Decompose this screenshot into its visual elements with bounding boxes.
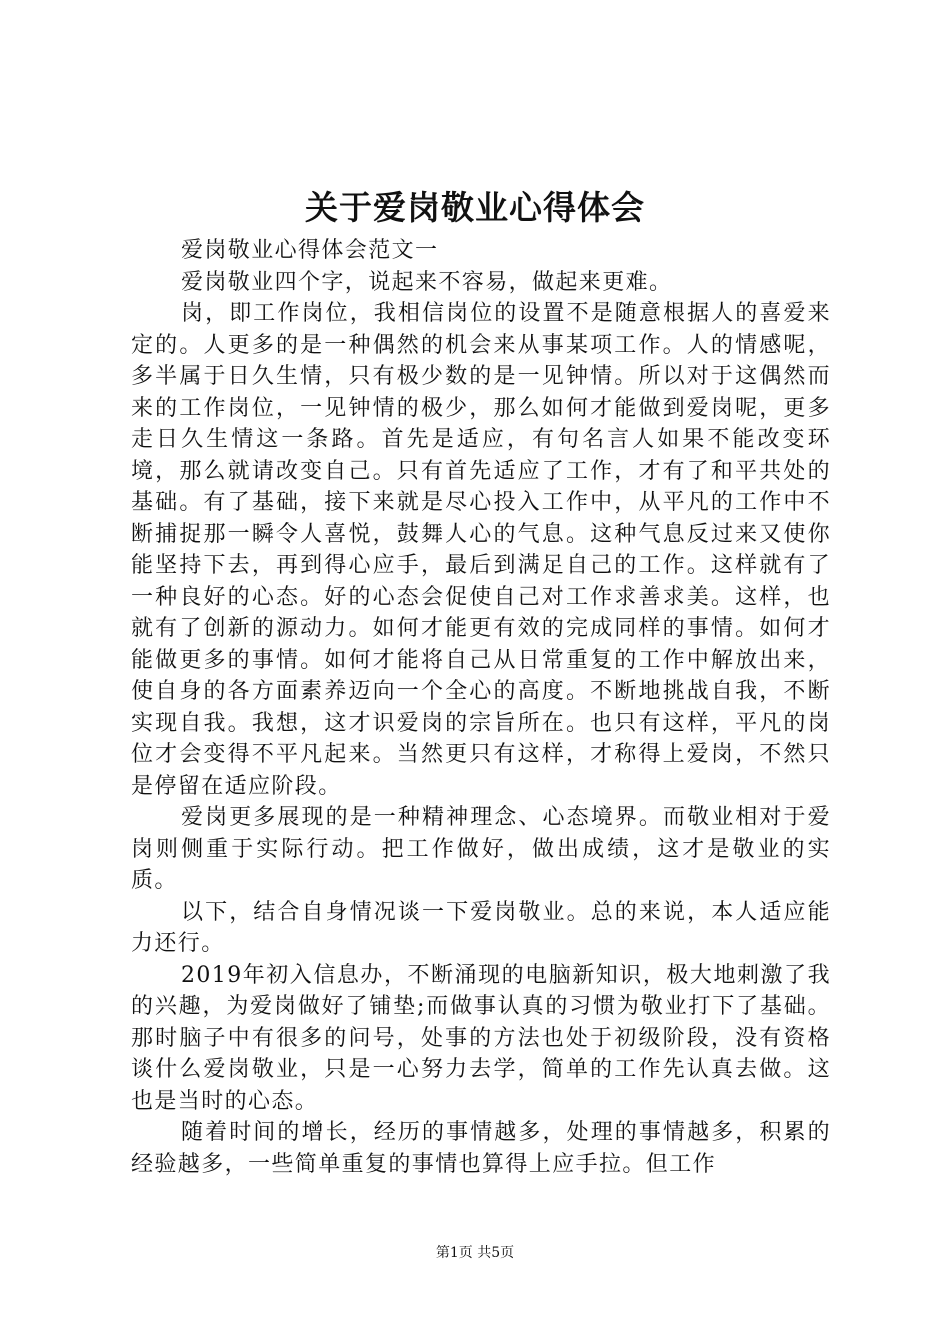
paragraph: 随着时间的增长，经历的事情越多，处理的事情越多，积累的经验越多，一些简单重复的事情也算得上应手拉。但工作	[131, 1120, 831, 1177]
paragraph: 以下，结合自身情况谈一下爱岗敬业。总的来说，本人适应能力还行。	[131, 899, 831, 956]
paragraph: 爱岗敬业四个字，说起来不容易，做起来更难。	[181, 269, 673, 295]
paragraph: 爱岗更多展现的是一种精神理念、心态境界。而敬业相对于爱岗则侧重于实际行动。把工作做好，做出成绩，这才是敬业的实质。	[131, 805, 831, 893]
document-title: 关于爱岗敬业心得体会	[305, 188, 645, 227]
paragraph-heading: 爱岗敬业心得体会范文一	[181, 238, 439, 263]
paragraph: 岗，即工作岗位，我相信岗位的设置不是随意根据人的喜爱来定的。人更多的是一种偶然的机会来从事某项工作。人的情感呢，多半属于日久生情，只有极少数的是一见钟情。所以对于这偶然而来的工作岗位，一见钟情的极少，那么如何才能做到爱岗呢，更多走日久生情这一条路。首先是适应，有句名言人如果不能改变环境，那么就请改变自己。只有首先适应了工作，才有了和平共处的基础。有了基础，接下来就是尽心投入工作中，从平凡的工作中不断捕捉那一瞬令人喜悦，鼓舞人心的气息。这种气息反过来又使你能坚持下去，再到得心应手，最后到满足自己的工作。这样就有了一种良好的心态。好的心态会促使自己对工作求善求美。这样，也就有了创新的源动力。如何才能更有效的完成同样的事情。如何才能做更多的事情。如何才能将自己从日常重复的工作中解放出来，使自身的各方面素养迈向一个全心的高度。不断地挑战自我，不断实现自我。我想，这才识爱岗的宗旨所在。也只有这样，平凡的岗位才会变得不平凡起来。当然更只有这样，才称得上爱岗，不然只是停留在适应阶段。	[131, 301, 831, 799]
page-footer: 第1页 共5页	[435, 1245, 515, 1261]
document-body	[131, 235, 831, 1180]
paragraph: 2019年初入信息办，不断涌现的电脑新知识，极大地刺激了我的兴趣，为爱岗做好了铺垫;而做事认真的习惯为敬业打下了基础。那时脑子中有很多的问号，处事的方法也处于初级阶段，没有资格谈什么爱岗敬业，只是一心努力去学，简单的工作先认真去做。这也是当时的心态。	[131, 962, 831, 1114]
